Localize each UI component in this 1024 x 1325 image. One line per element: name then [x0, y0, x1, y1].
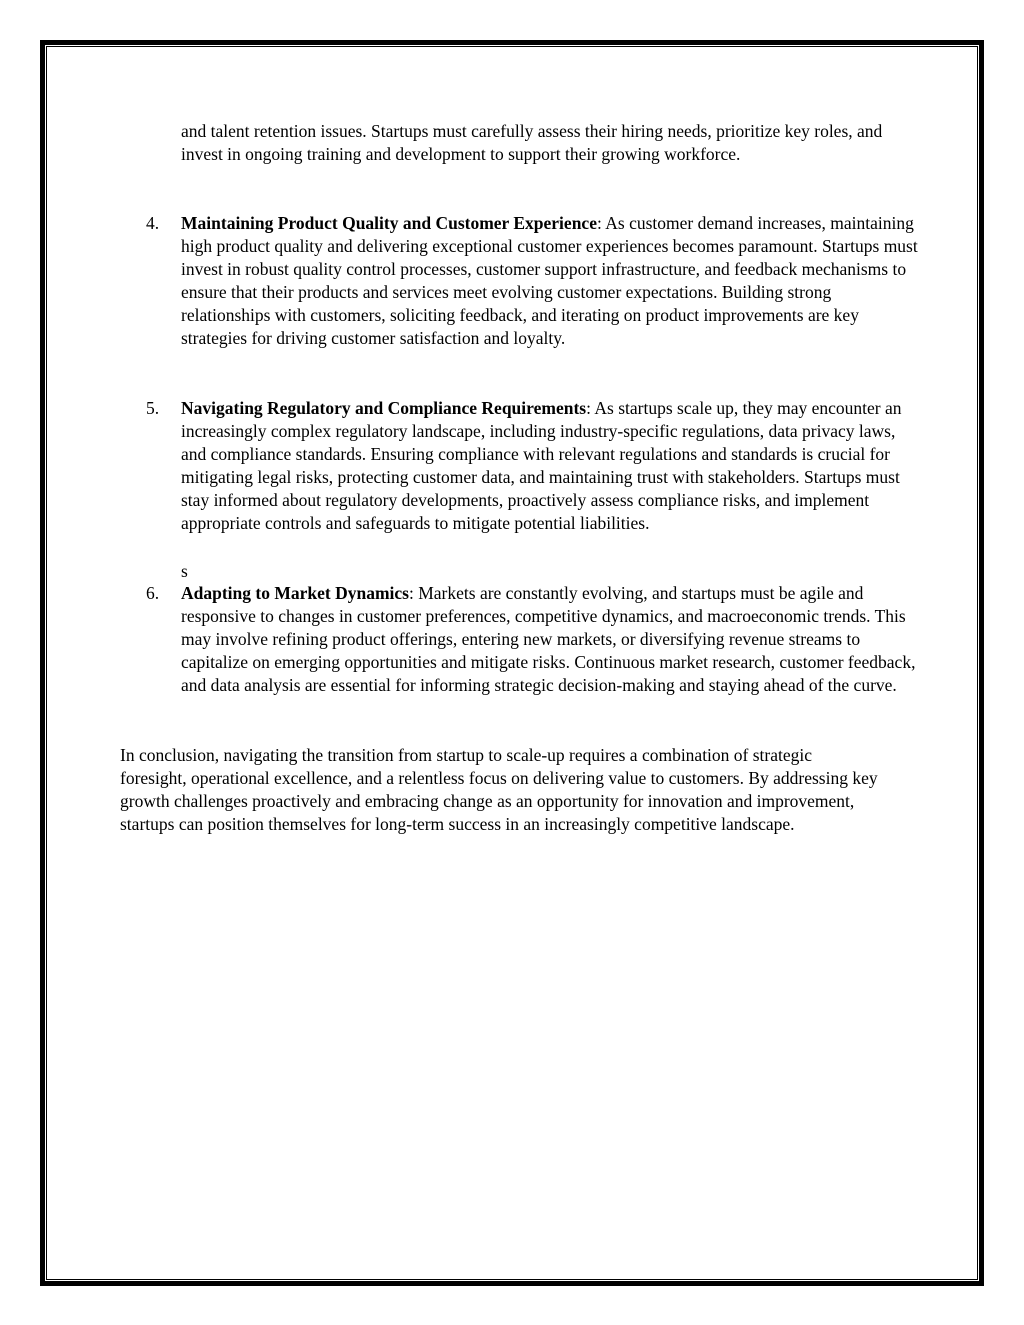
list-text-4: : As customer demand increases, maintaining high product quality and delivering exceptional customer experiences becomes paramount. Startups must invest in robust quality control processes, customer support infrastructure, and feedback mechanisms to ensure that their products and services meet evolving customer expectations. Building strong relationships with customers, soliciting feedback, and iterating on product improvements are key strategies for driving customer satisfaction and loyalty.	[181, 213, 918, 349]
list-body-4	[181, 212, 921, 351]
stray-character: s	[181, 561, 188, 581]
list-number-6: 6.	[146, 583, 160, 603]
list-title-5: Navigating Regulatory and Compliance Requirements	[181, 398, 587, 418]
conclusion-paragraph: In conclusion, navigating the transition from startup to scale-up requires a combination of strategic foresight, operational excellence, and a relentless focus on delivering value to customers. By addressing key growth challenges proactively and embracing change as an opportunity for innovation and improvement, startups can position themselves for long-term success in an increasingly competitive landscape.	[120, 745, 878, 835]
list-body-5	[181, 397, 921, 536]
continuation-paragraph: and talent retention issues. Startups must carefully assess their hiring needs, prioritize key roles, and invest in ongoing training and development to support their growing workforce.	[181, 121, 883, 165]
list-text-5: : As startups scale up, they may encounter an increasingly complex regulatory landscape, including industry-specific regulations, data privacy laws, and compliance standards. Ensuring compliance with relevant regulations and standards is crucial for mitigating legal risks, protecting customer data, and maintaining trust with stakeholders. Startups must stay informed about regulatory developments, proactively assess compliance risks, and implement appropriate controls and safeguards to mitigate potential liabilities.	[181, 398, 902, 534]
list-number-5: 5.	[146, 398, 160, 418]
list-body-6	[181, 582, 921, 697]
list-title-6: Adapting to Market Dynamics	[181, 583, 409, 603]
list-number-4: 4.	[146, 213, 160, 233]
list-title-4: Maintaining Product Quality and Customer Experience	[181, 213, 597, 233]
list-text-6: : Markets are constantly evolving, and startups must be agile and responsive to changes in customer preferences, competitive dynamics, and macroeconomic trends. This may involve refining product offerings, entering new markets, or diversifying revenue streams to capitalize on emerging opportunities and mitigate risks. Continuous market research, customer feedback, and data analysis are essential for informing strategic decision-making and staying ahead of the curve.	[181, 583, 916, 696]
